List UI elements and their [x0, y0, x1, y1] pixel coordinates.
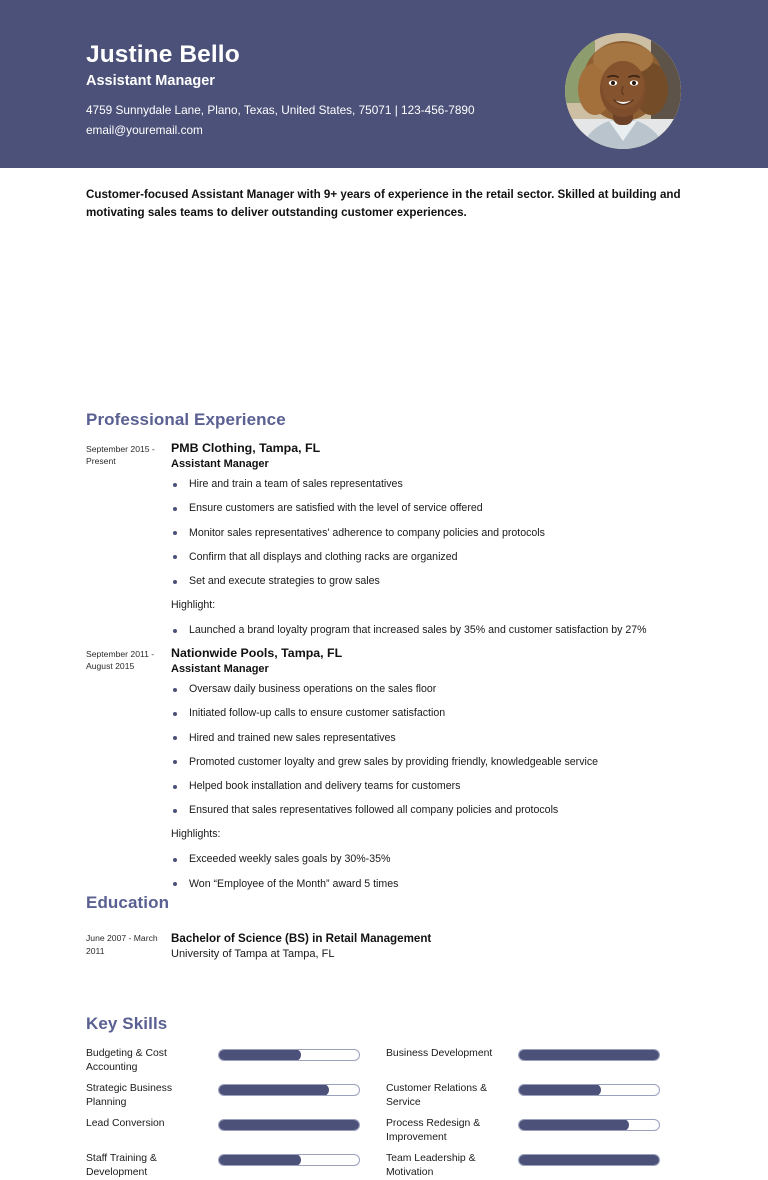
experience-details	[171, 441, 686, 638]
resume-header	[0, 0, 768, 168]
experience-bullet-list	[171, 477, 686, 589]
experience-title-text: Professional Experience	[86, 410, 286, 429]
experience-item	[86, 646, 686, 901]
skill-level-fill	[518, 1049, 660, 1061]
header-text-block	[86, 41, 556, 140]
list-item: Ensure customers are satisfied with the level of service offered	[171, 501, 686, 516]
education-dates: June 2007 - March 2011	[86, 933, 158, 956]
experience-company: Nationwide Pools, Tampa, FL	[171, 646, 343, 660]
list-item: Hire and train a team of sales representatives	[171, 477, 686, 492]
skill-label: Team Leadership & Motivation	[386, 1153, 476, 1178]
list-item: Hired and trained new sales representatives	[171, 731, 686, 746]
skill-level-fill	[218, 1119, 360, 1131]
education-title-text: Education	[86, 893, 170, 912]
experience-role: Assistant Manager	[171, 457, 269, 470]
experience-dates: September 2015 - Present	[86, 444, 155, 467]
skills-column-right	[386, 1040, 686, 1180]
skills-column-left	[86, 1040, 386, 1180]
skill-level-bar	[518, 1049, 660, 1061]
list-item: Monitor sales representatives' adherence to company policies and protocols	[171, 526, 686, 541]
experience-highlight-list	[171, 623, 686, 638]
experience-role: Assistant Manager	[171, 662, 269, 675]
skill-label: Process Redesign & Improvement	[386, 1118, 481, 1143]
key-skills-grid	[86, 1040, 686, 1180]
list-item: Launched a brand loyalty program that increased sales by 35% and customer satisfaction by 27%	[171, 623, 686, 638]
skill-level-bar	[218, 1154, 360, 1166]
skill-label: Strategic Business Planning	[86, 1083, 173, 1108]
highlight-label: Highlights:	[171, 828, 221, 841]
skill-level-bar	[518, 1154, 660, 1166]
list-item: Helped book installation and delivery teams for customers	[171, 779, 686, 794]
list-item: Oversaw daily business operations on the sales floor	[171, 682, 686, 697]
skill-row	[386, 1040, 686, 1075]
list-item: Initiated follow-up calls to ensure customer satisfaction	[171, 706, 686, 721]
skill-level-fill	[518, 1154, 660, 1166]
section-heading-experience	[86, 410, 286, 430]
list-item: Promoted customer loyalty and grew sales by providing friendly, knowledgeable service	[171, 755, 686, 770]
skill-row	[386, 1075, 686, 1110]
experience-details	[171, 646, 686, 892]
experience-dates: September 2011 - August 2015	[86, 649, 155, 672]
education-school: University of Tampa at Tampa, FL	[171, 948, 335, 961]
experience-highlight-list	[171, 852, 686, 891]
candidate-job-title: Assistant Manager	[86, 72, 215, 89]
skill-row	[386, 1145, 686, 1180]
skill-label: Budgeting & Cost Accounting	[86, 1048, 167, 1073]
contact-email: email@youremail.com	[86, 122, 203, 137]
skill-label: Business Development	[386, 1048, 493, 1059]
skill-level-bar	[518, 1119, 660, 1131]
skill-label: Customer Relations & Service	[386, 1083, 488, 1108]
skills-title-text: Key Skills	[86, 1014, 168, 1033]
skill-level-bar	[218, 1119, 360, 1131]
skill-level-fill	[218, 1049, 301, 1061]
skill-label: Lead Conversion	[86, 1118, 165, 1129]
contact-address-phone: 4759 Sunnydale Lane, Plano, Texas, United States, 75071 | 123-456-7890	[86, 103, 475, 118]
list-item: Ensured that sales representatives followed all company policies and protocols	[171, 803, 686, 818]
list-item: Set and execute strategies to grow sales	[171, 574, 686, 589]
education-details	[171, 931, 686, 962]
skill-row	[86, 1075, 386, 1110]
list-item: Won “Employee of the Month” award 5 times	[171, 877, 686, 892]
experience-company: PMB Clothing, Tampa, FL	[171, 441, 321, 455]
skill-level-fill	[518, 1119, 629, 1131]
education-item	[86, 931, 686, 962]
education-degree: Bachelor of Science (BS) in Retail Management	[171, 932, 432, 945]
skill-level-fill	[218, 1154, 301, 1166]
list-item: Confirm that all displays and clothing racks are organized	[171, 550, 686, 565]
section-heading-education	[86, 893, 169, 913]
professional-summary: Customer-focused Assistant Manager with 9+ years of experience in the retail sector. Skilled at building and motivating sales teams to deliver outstanding customer experiences.	[86, 188, 681, 219]
skill-label: Staff Training & Development	[86, 1153, 157, 1178]
candidate-name: Justine Bello	[86, 41, 240, 68]
experience-bullet-list	[171, 682, 686, 818]
list-item: Exceeded weekly sales goals by 30%-35%	[171, 852, 686, 867]
section-heading-skills	[86, 1014, 167, 1034]
highlight-label: Highlight:	[171, 599, 216, 612]
skill-row	[86, 1110, 386, 1145]
avatar	[565, 33, 681, 149]
skill-row	[386, 1110, 686, 1145]
skill-level-bar	[218, 1049, 360, 1061]
skill-row	[86, 1145, 386, 1180]
experience-item	[86, 441, 686, 647]
skill-row	[86, 1040, 386, 1075]
